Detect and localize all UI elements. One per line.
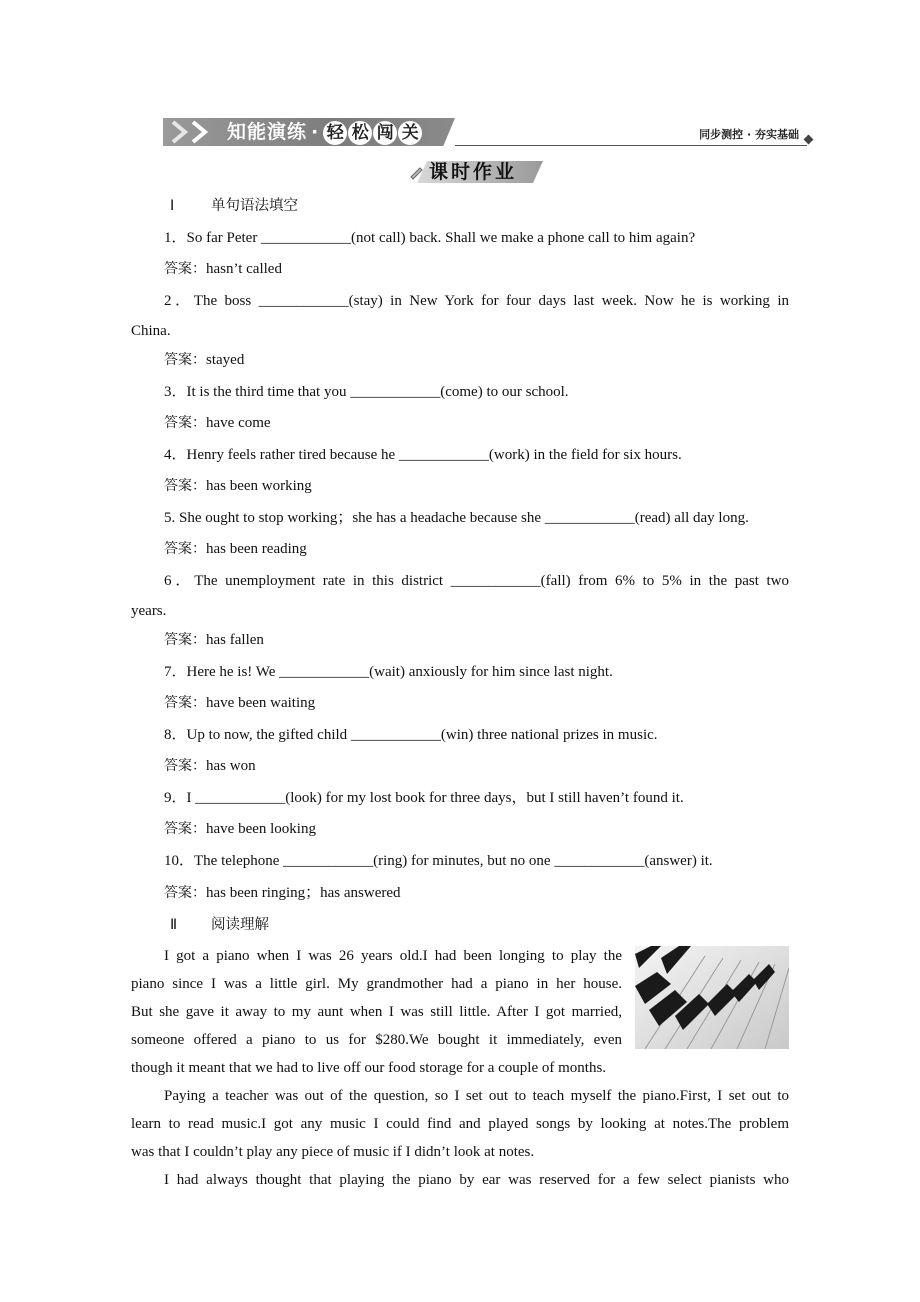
question-2: 2．The boss ____________(stay) in New York for four days last week. Now he is working in xyxy=(164,293,789,309)
question-5: 5. She ought to stop working；she has a headache because she ____________(read) all day long. xyxy=(164,510,749,526)
diamond-icon xyxy=(804,135,814,145)
answer-label: 答案： xyxy=(164,821,206,837)
section-heading-text: 阅读理解 xyxy=(211,917,269,933)
banner-char: 闯 xyxy=(373,121,397,145)
answer-label: 答案： xyxy=(164,885,206,901)
question-6-cont: years. xyxy=(131,603,167,619)
answer-9 xyxy=(164,819,316,839)
question-4: 4．Henry feels rather tired because he ____________(work) in the field for six hours. xyxy=(164,447,682,463)
question-8: 8．Up to now, the gifted child ____________(win) three national prizes in music. xyxy=(164,727,658,743)
section-heading xyxy=(170,915,269,935)
answer-label: 答案： xyxy=(164,541,206,557)
answer-label: 答案： xyxy=(164,415,206,431)
pen-icon xyxy=(409,164,425,180)
answer-5 xyxy=(164,539,307,559)
answer-text: has been ringing；has answered xyxy=(206,885,401,901)
question-6: 6．The unemployment rate in this district ____________(fall) from 6% to 5% in the past two xyxy=(164,573,789,589)
answer-text: stayed xyxy=(206,352,245,368)
chevron-right-icon xyxy=(169,120,191,144)
answer-label: 答案： xyxy=(164,632,206,648)
answer-6 xyxy=(164,630,264,650)
banner-title-main: 知能演练 xyxy=(227,121,308,143)
section-heading-text: 单句语法填空 xyxy=(211,198,298,214)
answer-text: have come xyxy=(206,415,271,431)
answer-label: 答案： xyxy=(164,352,206,368)
answer-label: 答案： xyxy=(164,261,206,277)
reading-line: But she gave it away to my aunt when I was still little. After I got married, xyxy=(131,1004,622,1020)
answer-2 xyxy=(164,350,244,370)
question-1: 1．So far Peter ____________(not call) back. Shall we make a phone call to him again? xyxy=(164,230,696,246)
piano-keys-image xyxy=(635,946,789,1049)
reading-line: piano since I was a little girl. My grandmother had a piano in her house. xyxy=(131,976,622,992)
banner-title xyxy=(227,120,423,144)
reading-line: I had always thought that playing the piano by ear was reserved for a few select pianists who xyxy=(164,1172,789,1188)
answer-3 xyxy=(164,413,271,433)
question-7: 7．Here he is! We ____________(wait) anxiously for him since last night. xyxy=(164,664,613,680)
answer-7 xyxy=(164,693,315,713)
section-heading xyxy=(170,196,298,216)
reading-line: I got a piano when I was 26 years old.I had been longing to play the xyxy=(164,948,622,964)
answer-10 xyxy=(164,883,401,903)
section-number: Ⅰ xyxy=(170,198,175,214)
question-2-cont: China. xyxy=(131,323,171,339)
answer-text: have been waiting xyxy=(206,695,316,711)
answer-label: 答案： xyxy=(164,695,206,711)
question-9: 9．I ____________(look) for my lost book for three days，but I still haven’t found it. xyxy=(164,790,684,806)
answer-text: have been looking xyxy=(206,821,316,837)
answer-text: has fallen xyxy=(206,632,264,648)
header-rule xyxy=(455,145,807,146)
answer-4 xyxy=(164,476,312,496)
reading-line: Paying a teacher was out of the question, so I set out to teach myself the piano.First, I set out to xyxy=(164,1088,789,1104)
answer-text: has been reading xyxy=(206,541,307,557)
question-10: 10．The telephone ____________(ring) for minutes, but no one ____________(answer) it. xyxy=(164,853,713,869)
section-title xyxy=(409,158,545,186)
answer-label: 答案： xyxy=(164,478,206,494)
chevron-right-icon xyxy=(189,120,211,144)
header-banner xyxy=(163,116,813,148)
banner-dot: · xyxy=(311,121,320,143)
answer-1 xyxy=(164,259,282,279)
reading-line: though it meant that we had to live off our food storage for a couple of months. xyxy=(131,1060,607,1076)
section-title-text: 课时作业 xyxy=(429,161,518,183)
question-3: 3．It is the third time that you ____________(come) to our school. xyxy=(164,384,569,400)
answer-8 xyxy=(164,756,256,776)
reading-line: learn to read music.I got any music I could find and played songs by looking at notes.The problem xyxy=(131,1116,789,1132)
banner-char: 关 xyxy=(398,121,422,145)
answer-text: has won xyxy=(206,758,256,774)
answer-label: 答案： xyxy=(164,758,206,774)
answer-text: has been working xyxy=(206,478,312,494)
banner-char: 轻 xyxy=(323,121,347,145)
header-right-text: 同步测控 · 夯实基础 xyxy=(699,128,799,141)
answer-text: hasn’t called xyxy=(206,261,282,277)
reading-line: someone offered a piano to us for $280.We bought it immediately, even xyxy=(131,1032,622,1048)
section-number: Ⅱ xyxy=(170,917,178,933)
banner-char: 松 xyxy=(348,121,372,145)
reading-line: was that I couldn’t play any piece of music if I didn’t look at notes. xyxy=(131,1144,535,1160)
